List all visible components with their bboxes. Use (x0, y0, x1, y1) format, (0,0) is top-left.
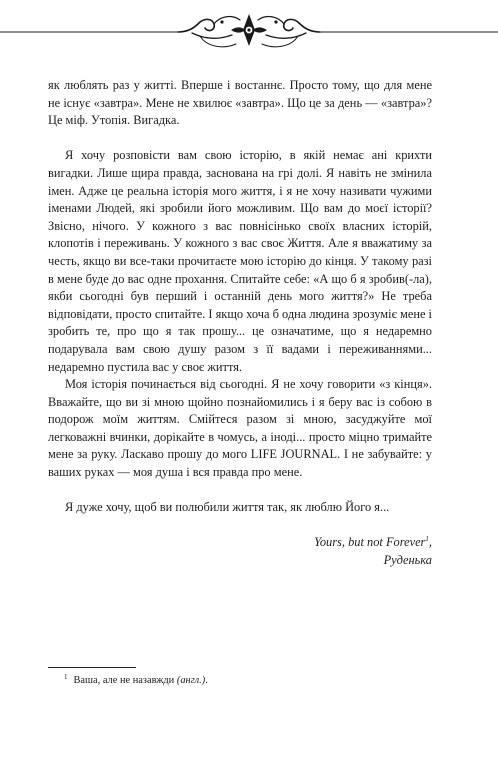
signature-text: Yours, but not Forever (314, 535, 426, 550)
footnote-text: Ваша, але не назавжди (73, 675, 175, 686)
paragraph: як люблять раз у житті. Вперше і востаннє. Просто тому, що для мене не існує «завтра». Мене не хвилює «завтра». Що це за день — «завтра»? Це міф. Утопія. Вигадка. (48, 78, 432, 128)
footnote-note: (англ.) (176, 675, 206, 686)
signature-comma: , (428, 535, 432, 550)
footnote (64, 674, 424, 688)
footnote-end: . (205, 675, 208, 686)
footnote-marker: 1 (64, 672, 68, 681)
body-text (48, 77, 432, 570)
paragraph: Я дуже хочу, щоб ви полюбили життя так, як люблю Його я... (65, 500, 390, 515)
ornament-header (0, 6, 498, 54)
footnote-reference: 1 (425, 535, 429, 544)
paragraph: Я хочу розповісти вам свою історію, в якій немає ані крихти вигадки. Лише щира правда, заснована на грі долі. Я навіть не змінила імен. Адже це реальна історія мого життя, і я не хочу називати чужими іменами Людей, які зробили його можливим. Що вам до моєї історії? Звісно, нічого. У кожного з вас повнісінько своїх власних історій, клопотів і переживань. У кожного з вас своє Життя. Але я вважатиму за честь, якщо ви все-таки прочитаєте мою історію до кінця. У такому разі в мене буде до вас одне прохання. Спитайте себе: «А що б я зробив(-ла), якби сьогодні був перший і останній день мого життя?» Не треба відповідати, просто спитайте. І якщо хоча б одна людина зрозуміє мене і зробить те, про що я так прошу... це означатиме, що я недаремно подарувала вам свою душу разом з її вадами і переживаннями... недаремно пустила вас у своє життя. (48, 148, 432, 374)
paragraph: Моя історія починається від сьогодні. Я не хочу говорити «з кінця». Вважайте, що ви зі мною щойно познайомились і я беру вас із собою в подорож моїм життям. Смійтеся разом зі мною, засуджуйте мої легковажні вчинки, дорікайте в чомусь, а іноді... просто міцно тримайте мене за руку. Ласкаво прошу до мого LIFE JOURNAL. І не забувайте: у ваших руках — моя душа і вся правда про мене. (48, 377, 432, 480)
signature-line (48, 534, 432, 552)
footnote-divider (48, 667, 136, 668)
signature-name: Руденька (383, 553, 432, 568)
